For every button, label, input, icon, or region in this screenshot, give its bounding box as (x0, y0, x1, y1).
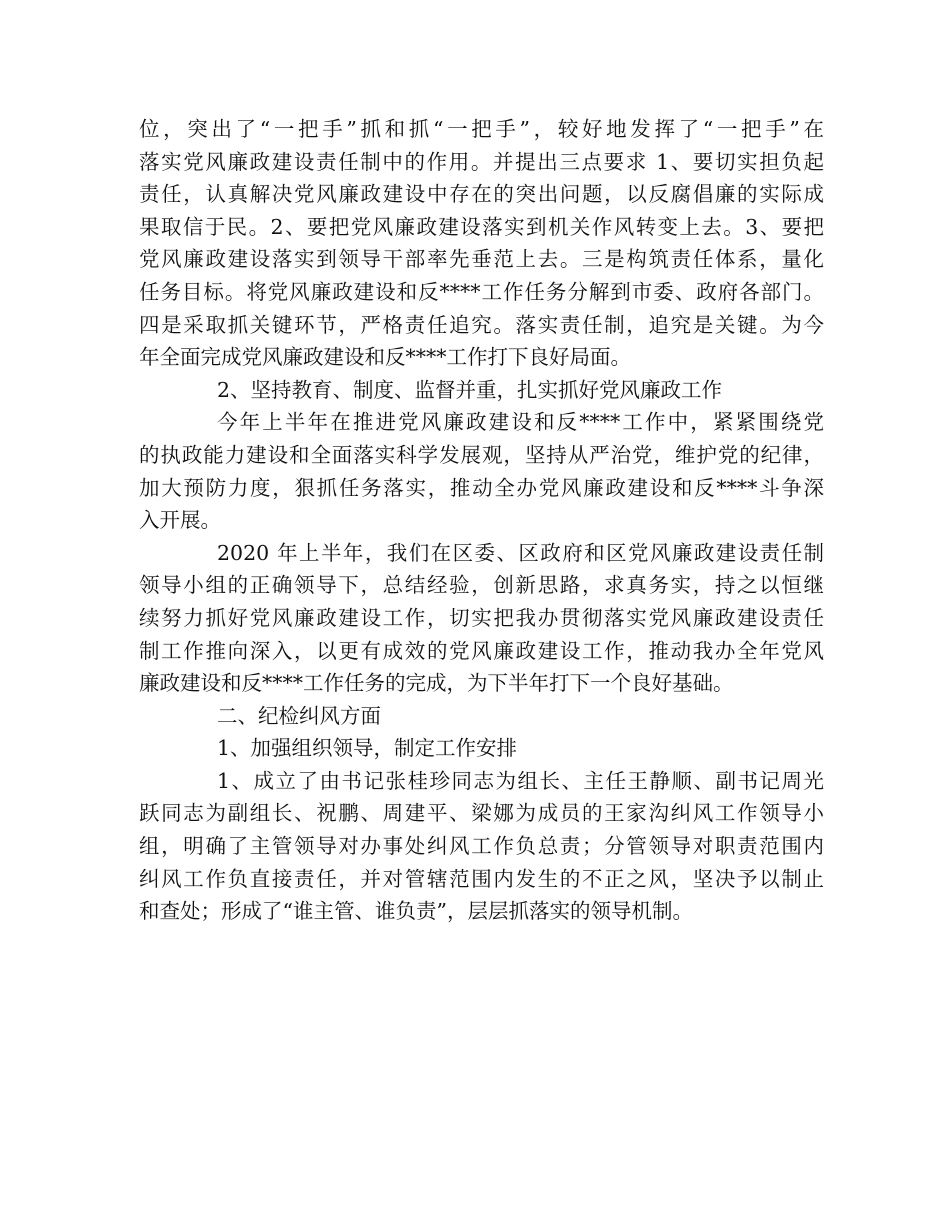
text-line: 廉政建设和反****工作任务的完成，为下半年打下一个良好基础。 (139, 671, 734, 696)
subsection-heading: 1、加强组织领导，制定工作安排 (217, 736, 518, 761)
section-heading: 2、坚持教育、制度、监督并重，扎实抓好党风廉政工作 (217, 377, 723, 402)
text-line: 的执政能力建设和全面落实科学发展观，坚持从严治党，维护党的纪律， (139, 442, 824, 467)
text-line: 任务目标。将党风廉政建设和反****工作任务分解到市委、政府各部门。 (139, 279, 824, 304)
text-line: 领导小组的正确领导下，总结经验，创新思路，求真务实，持之以恒继 (139, 573, 824, 598)
text-line: 果取信于民。2、要把党风廉政建设落实到机关作风转变上去。3、要把 (139, 214, 824, 239)
text-line: 和查处；形成了“谁主管、谁负责”，层层抓落实的领导机制。 (139, 899, 693, 924)
text-line: 加大预防力度，狠抓任务落实，推动全办党风廉政建设和反****斗争深 (139, 475, 824, 500)
text-line: 制工作推向深入，以更有成效的党风廉政建设工作，推动我办全年党风 (139, 638, 824, 663)
text-line: 跃同志为副组长、祝鹏、周建平、梁娜为成员的王家沟纠风工作领导小 (139, 801, 824, 826)
section-heading: 二、纪检纠风方面 (217, 703, 381, 728)
text-line: 2020 年上半年，我们在区委、区政府和区党风廉政建设责任制 (217, 540, 824, 565)
document-body (139, 113, 824, 928)
text-line: 四是采取抓关键环节，严格责任追究。落实责任制，追究是关键。为今 (139, 312, 824, 337)
text-line: 续努力抓好党风廉政建设工作，切实把我办贯彻落实党风廉政建设责任 (139, 605, 824, 630)
text-line: 今年上半年在推进党风廉政建设和反****工作中，紧紧围绕党 (217, 410, 824, 435)
text-line: 组，明确了主管领导对办事处纠风工作负总责；分管领导对职责范围内 (139, 834, 824, 859)
text-line: 位，突出了“一把手”抓和抓“一把手”，较好地发挥了“一把手”在 (139, 117, 824, 141)
text-line: 入开展。 (139, 508, 221, 533)
text-line: 党风廉政建设落实到领导干部率先垂范上去。三是构筑责任体系，量化 (139, 247, 824, 272)
text-line: 纠风工作负直接责任，并对管辖范围内发生的不正之风，坚决予以制止 (139, 866, 824, 891)
text-line: 1、成立了由书记张桂珍同志为组长、主任王静顺、副书记周光 (217, 768, 824, 793)
text-line: 年全面完成党风廉政建设和反****工作打下良好局面。 (139, 345, 631, 370)
text-line: 责任，认真解决党风廉政建设中存在的突出问题，以反腐倡廉的实际成 (139, 182, 824, 207)
text-line: 落实党风廉政建设责任制中的作用。并提出三点要求 1、要切实担负起 (139, 149, 824, 174)
